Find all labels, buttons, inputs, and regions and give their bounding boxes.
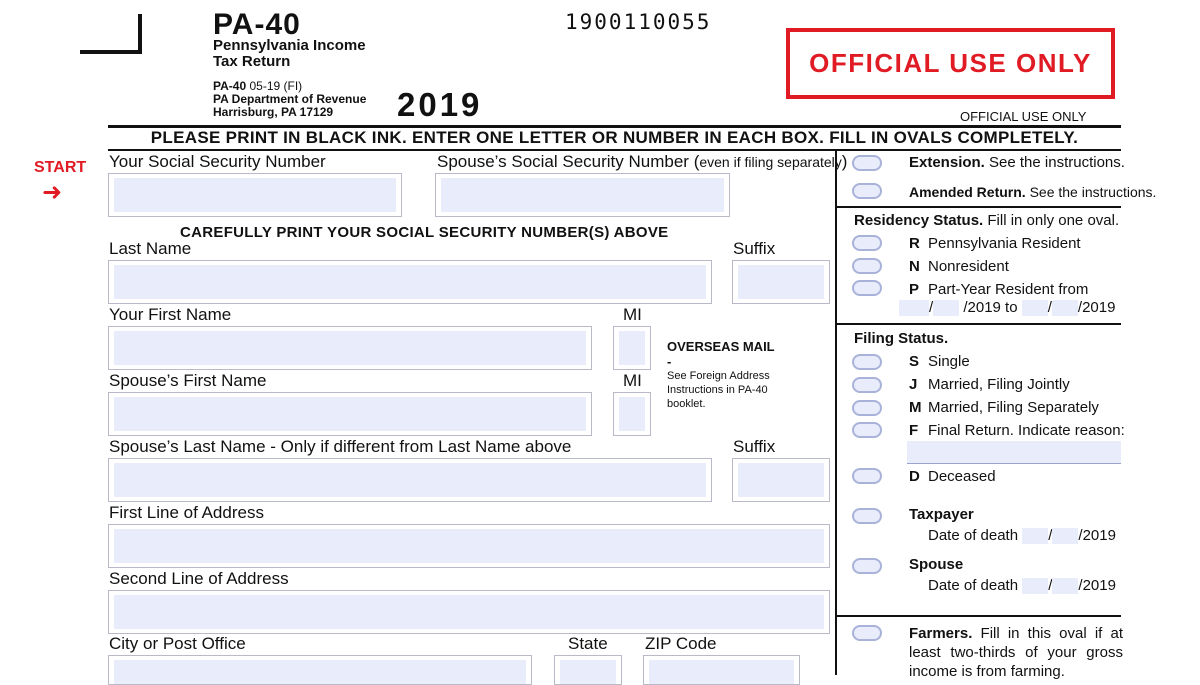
official-use-small-label: OFFICIAL USE ONLY: [960, 109, 1087, 124]
part-year-end-year: /2019: [1077, 299, 1116, 316]
residency-option: [909, 258, 1009, 275]
farmers-bold: Farmers.: [909, 625, 973, 642]
taxpayer-deceased-oval[interactable]: [852, 508, 882, 524]
taxpayer-death-month[interactable]: [1022, 528, 1048, 544]
filing-option: [909, 376, 1070, 393]
form-code: PA-40: [213, 8, 301, 41]
filing-label: Single: [928, 353, 970, 370]
filing-option: [909, 353, 970, 370]
residency-heading: [854, 212, 1119, 229]
form-version-block: [213, 80, 366, 119]
residency-code: N: [909, 258, 920, 275]
form-title-line2: Tax Return: [213, 53, 291, 70]
spouse-first-name-input[interactable]: [114, 397, 586, 431]
taxpayer-date-of-death: [928, 527, 1116, 544]
final-return-oval[interactable]: [852, 422, 882, 438]
nonresident-oval[interactable]: [852, 258, 882, 274]
spouse-first-name-label: Spouse’s First Name: [109, 371, 267, 390]
start-arrow-icon: ➜: [42, 179, 63, 206]
spouse-ssn-note: even if filing separately: [699, 154, 842, 170]
address2-frame: [108, 590, 830, 634]
residency-label: Part-Year Resident from: [928, 281, 1089, 298]
taxpayer-title: Taxpayer: [909, 506, 974, 523]
spouse-title: Spouse: [909, 556, 964, 573]
separate-oval[interactable]: [852, 400, 882, 416]
last-name-frame: [108, 260, 712, 304]
version-rest: 05-19 (FI): [249, 79, 303, 93]
extension-text: [909, 154, 1125, 171]
print-instruction: PLEASE PRINT IN BLACK INK. ENTER ONE LETTER OR NUMBER IN EACH BOX. FILL IN OVALS COMPLETELY.: [150, 128, 1079, 147]
spouse-death-day[interactable]: [1052, 578, 1078, 594]
form-title: [213, 38, 366, 70]
city-frame: [108, 655, 532, 685]
farmers-text: [909, 624, 1123, 681]
part-year-dates: [899, 299, 1115, 316]
single-oval[interactable]: [852, 354, 882, 370]
spouse-first-name-frame: [108, 392, 592, 436]
form-title-line1: Pennsylvania Income: [213, 37, 366, 54]
filing-label: Married, Filing Separately: [928, 399, 1099, 416]
suffix-frame: [732, 260, 830, 304]
suffix-label: Suffix: [733, 239, 776, 258]
spouse-suffix-input[interactable]: [738, 463, 824, 497]
zip-input[interactable]: [649, 660, 794, 684]
start-label: START: [34, 159, 87, 176]
amended-bold: Amended Return.: [909, 184, 1026, 200]
spouse-ssn-label-text: Spouse’s Social Security Number (: [437, 152, 700, 171]
residency-code: P: [909, 281, 920, 298]
date-separator: /: [929, 299, 934, 316]
extension-rest: See the instructions.: [989, 154, 1125, 171]
spouse-ssn-frame: [435, 173, 730, 217]
suffix-input[interactable]: [738, 265, 824, 299]
part-year-to-day[interactable]: [1052, 300, 1078, 316]
official-use-box: OFFICIAL USE ONLY: [786, 28, 1115, 99]
amended-oval[interactable]: [852, 183, 882, 199]
part-year-oval[interactable]: [852, 280, 882, 296]
address1-label: First Line of Address: [109, 503, 264, 522]
extension-oval[interactable]: [852, 155, 882, 171]
filing-option: [909, 422, 1125, 439]
residency-option: [909, 235, 1081, 252]
ssn-caption: CAREFULLY PRINT YOUR SOCIAL SECURITY NUMBER(S) ABOVE: [180, 224, 669, 241]
spouse-mi-label: MI: [623, 371, 642, 390]
first-name-label: Your First Name: [109, 305, 232, 324]
residency-option: [909, 281, 1088, 298]
divider-residency: [837, 206, 1121, 208]
divider-farmers: [837, 615, 1121, 617]
part-year-to-month[interactable]: [1022, 300, 1048, 316]
mi-frame: [613, 326, 651, 370]
tax-year: 2019: [397, 86, 483, 123]
taxpayer-date-label: Date of death: [928, 527, 1019, 544]
spouse-suffix-frame: [732, 458, 830, 502]
last-name-input[interactable]: [114, 265, 706, 299]
spouse-ssn-label-close: ): [841, 152, 848, 171]
farmers-rest: Fill in this oval if at least two-thirds of your gross income is from farming.: [909, 625, 1123, 680]
zip-label: ZIP Code: [645, 634, 717, 653]
state-label: State: [568, 634, 608, 653]
city-input[interactable]: [114, 660, 526, 684]
deceased-oval[interactable]: [852, 468, 882, 484]
department: PA Department of Revenue: [213, 92, 367, 106]
your-ssn-label: Your Social Security Number: [109, 152, 326, 171]
city-label: City or Post Office: [109, 634, 246, 653]
filing-code: J: [909, 376, 918, 393]
residency-code: R: [909, 235, 920, 252]
spouse-date-of-death: [928, 577, 1116, 594]
spouse-deceased-oval[interactable]: [852, 558, 882, 574]
final-return-reason-field[interactable]: [907, 441, 1121, 464]
filing-code: F: [909, 422, 919, 439]
document-id: 1900110055: [565, 10, 712, 34]
part-year-from-day[interactable]: [933, 300, 959, 316]
filing-code: S: [909, 353, 920, 370]
taxpayer-death-year: /2019: [1078, 527, 1116, 544]
your-ssn-input[interactable]: [114, 178, 396, 212]
spouse-last-name-label: Spouse’s Last Name - Only if different from Last Name above: [109, 437, 572, 456]
version-code: PA-40: [213, 79, 247, 93]
farmers-oval[interactable]: [852, 625, 882, 641]
mi-label: MI: [623, 305, 642, 324]
residency-label: Nonresident: [928, 258, 1009, 275]
filing-code: M: [909, 399, 922, 416]
spouse-death-month[interactable]: [1022, 578, 1048, 594]
mi-input[interactable]: [619, 331, 645, 365]
address2-label: Second Line of Address: [109, 569, 289, 588]
overseas-mail-note: See Foreign Address Instructions in PA-40 booklet.: [667, 370, 770, 410]
address1-frame: [108, 524, 830, 568]
zip-frame: [643, 655, 800, 685]
divider-filing: [837, 323, 1121, 325]
residency-bold: Residency Status.: [854, 212, 984, 229]
first-name-input[interactable]: [114, 331, 586, 365]
your-ssn-frame: [108, 173, 402, 217]
column-divider: [835, 150, 837, 675]
filing-label: Final Return. Indicate reason:: [928, 422, 1125, 439]
state-frame: [554, 655, 622, 685]
state-input[interactable]: [560, 660, 616, 684]
last-name-label: Last Name: [109, 239, 192, 258]
spouse-last-name-frame: [108, 458, 712, 502]
spouse-last-name-input[interactable]: [114, 463, 706, 497]
divider-below-instruction: [108, 149, 1121, 151]
overseas-mail-title: OVERSEAS MAIL -: [667, 339, 775, 369]
spouse-death-year: /2019: [1078, 577, 1116, 594]
part-year-to-text: /2019 to: [963, 299, 1018, 316]
extension-bold: Extension.: [909, 154, 985, 171]
residency-label: Pennsylvania Resident: [928, 235, 1081, 252]
filing-option: [909, 399, 1099, 416]
deceased-code: D: [909, 468, 920, 485]
date-separator: /: [1047, 299, 1052, 316]
amended-rest: See the instructions.: [1029, 184, 1157, 200]
spouse-suffix-label: Suffix: [733, 437, 776, 456]
address2-input[interactable]: [114, 595, 824, 629]
filing-label: Married, Filing Jointly: [928, 376, 1070, 393]
spouse-ssn-input[interactable]: [441, 178, 724, 212]
date-separator: /: [1048, 527, 1053, 544]
date-separator: /: [1048, 577, 1053, 594]
filing-status-title: Filing Status.: [854, 330, 949, 347]
corner-crop-mark: [80, 14, 142, 54]
spouse-mi-frame: [613, 392, 651, 436]
spouse-ssn-label: [437, 152, 847, 172]
address1-input[interactable]: [114, 529, 824, 563]
department-address: Harrisburg, PA 17129: [213, 105, 334, 119]
residency-rest: Fill in only one oval.: [987, 212, 1120, 229]
part-year-from-month[interactable]: [899, 300, 929, 316]
deceased-label: Deceased: [928, 468, 996, 485]
deceased-option: [909, 468, 996, 485]
spouse-date-label: Date of death: [928, 577, 1019, 594]
resident-oval[interactable]: [852, 235, 882, 251]
amended-text: [909, 184, 1156, 200]
spouse-mi-input[interactable]: [619, 397, 645, 431]
taxpayer-death-day[interactable]: [1052, 528, 1078, 544]
joint-oval[interactable]: [852, 377, 882, 393]
first-name-frame: [108, 326, 592, 370]
